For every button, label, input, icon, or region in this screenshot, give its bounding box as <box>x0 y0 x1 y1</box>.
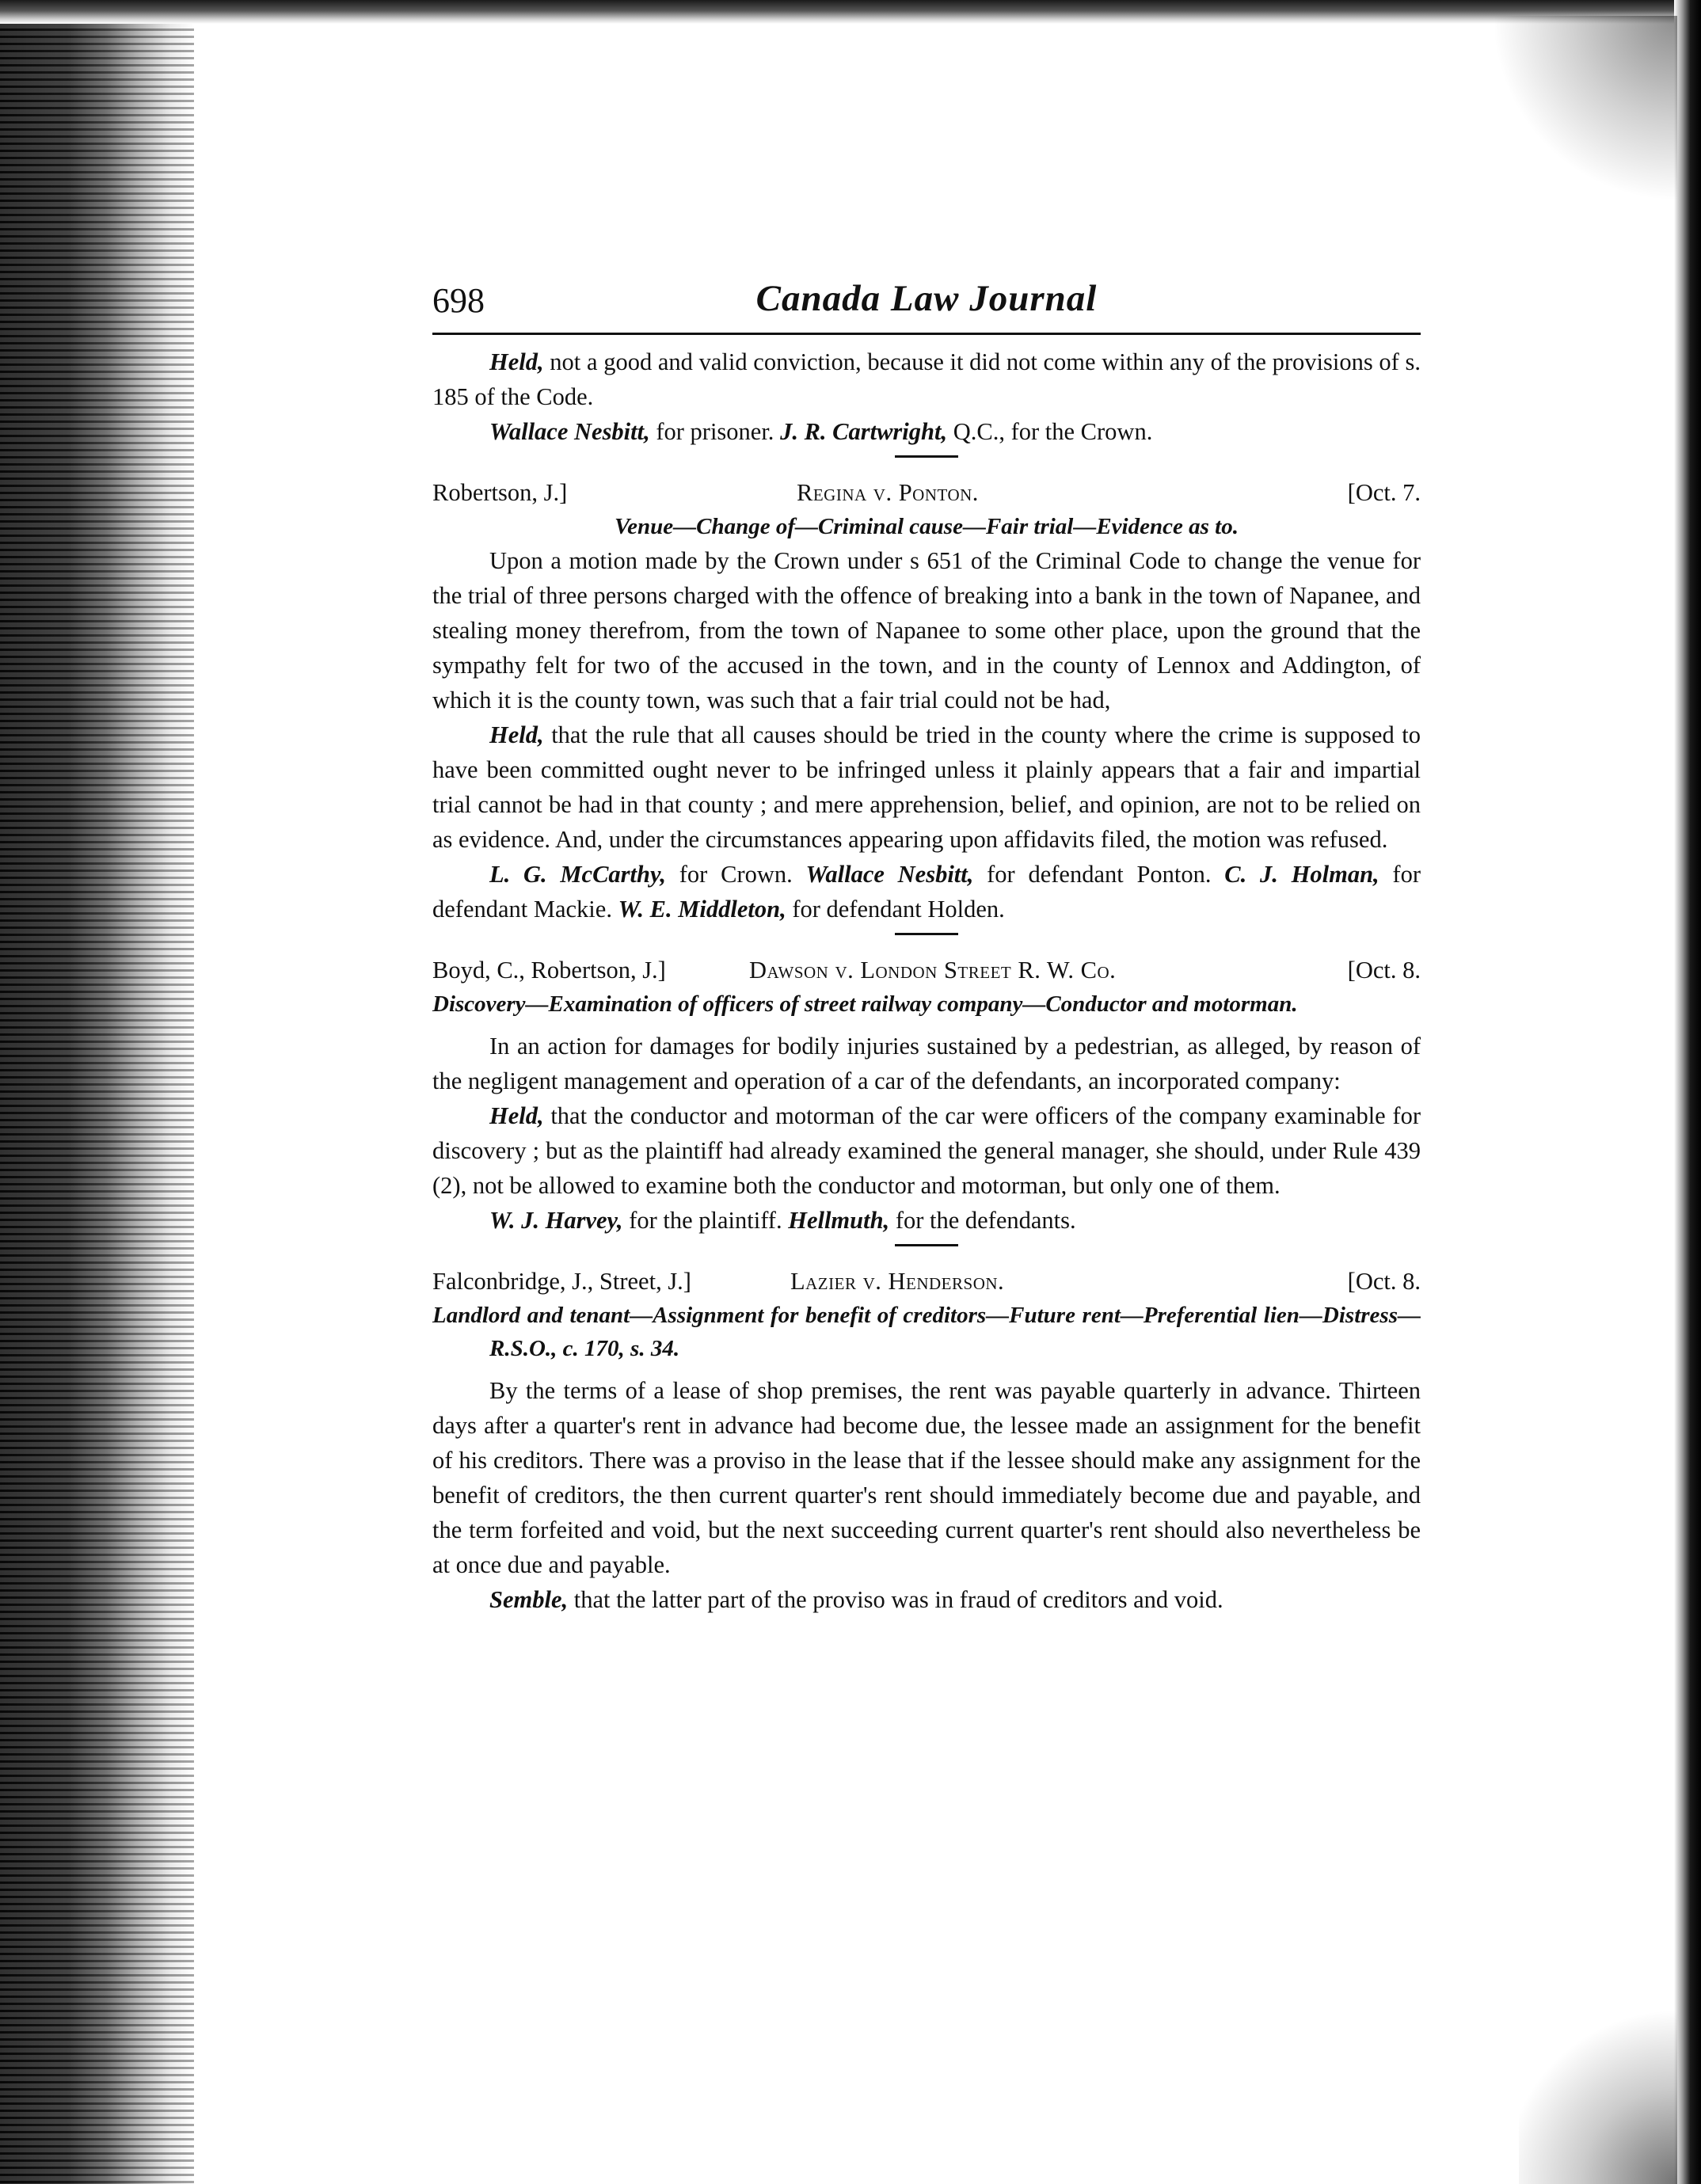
case-judge: Robertson, J.] <box>432 479 568 506</box>
case-facts: Upon a motion made by the Crown under s 651 of the Criminal Code to change the venue for the trial of three persons charged with the offence of breaking into a bank in the town of Napanee, and stealing money therefrom, from the town of Napanee to some other place, upon the ground that the sympathy felt for two of the accused in the town, and in the county of Lennox and Addington, of which it is the county town, was such that a fair trial could not be had, <box>432 547 1421 713</box>
case-dawson-v-london-street <box>432 953 1421 1238</box>
case-regina-v-ponton <box>432 475 1421 926</box>
case-facts: By the terms of a lease of shop premises, the rent was payable quarterly in advance. Thirteen days after a quarter's rent in advance had become due, the lessee made an assignment for the benefit of his creditors. There was a proviso in the lease that if the lessee should make any assignment for the benefit of creditors, the then current quarter's rent should immediately become due and payable, and the term forfeited and void, but the next succeeding current quarter's rent should also nevertheless be at once due and payable. <box>432 1377 1421 1578</box>
case-heading <box>432 1264 1421 1299</box>
journal-page <box>432 269 1421 1617</box>
case-date: [Oct. 8. <box>1347 1268 1421 1295</box>
scan-shadow-right <box>1674 0 1701 2184</box>
case-date: [Oct. 8. <box>1347 957 1421 984</box>
journal-title: Canada Law Journal <box>755 278 1098 319</box>
running-head <box>432 269 1421 335</box>
case-title: Regina v. Ponton. <box>797 479 979 506</box>
case-catchwords: Landlord and tenant—Assignment for benefit of creditors—Future rent—Preferential lien—Distress—R.S.O., c. 170, s. 34. <box>432 1303 1421 1361</box>
counsel-line: L. G. McCarthy, for Crown. Wallace Nesbitt, for defendant Ponton. C. J. Holman, for defendant Mackie. W. E. Middleton, for defendant Holden. <box>432 861 1421 923</box>
page-number: 698 <box>432 281 485 320</box>
case-judge: Boyd, C., Robertson, J.] <box>432 957 666 984</box>
case-title: Dawson v. London Street R. W. Co. <box>749 957 1117 984</box>
held-paragraph: Held, that the conductor and motorman of the car were officers of the company examinable for discovery ; but as the plaintiff had already examined the general manager, she should, under Rule 439 (2), not be allowed to examine both the conductor and motorman, but only one of them. <box>432 1102 1421 1199</box>
case-lazier-v-henderson <box>432 1264 1421 1617</box>
scan-shadow-top <box>0 0 1701 24</box>
previous-case-conclusion <box>432 344 1421 449</box>
counsel-line: W. J. Harvey, for the plaintiff. Hellmuth, for the defendants. <box>489 1207 1076 1234</box>
scan-corner-top-right <box>1495 16 1677 206</box>
case-catchwords: Venue—Change of—Criminal cause—Fair trial—Evidence as to. <box>615 514 1239 539</box>
semble-paragraph: Semble, that the latter part of the proviso was in fraud of creditors and void. <box>489 1586 1223 1613</box>
section-divider <box>895 455 958 458</box>
case-title: Lazier v. Henderson. <box>790 1268 1005 1295</box>
case-catchwords: Discovery—Examination of officers of street railway company—Conductor and motorman. <box>432 991 1298 1017</box>
counsel-line: Wallace Nesbitt, for prisoner. J. R. Cartwright, Q.C., for the Crown. <box>489 418 1153 445</box>
case-judge: Falconbridge, J., Street, J.] <box>432 1268 691 1295</box>
case-date: [Oct. 7. <box>1347 479 1421 506</box>
section-divider <box>895 933 958 935</box>
held-paragraph: Held, not a good and valid conviction, because it did not come within any of the provisions of s. 185 of the Code. <box>432 348 1421 410</box>
scan-corner-bottom-right <box>1519 2002 1677 2184</box>
case-facts: In an action for damages for bodily injuries sustained by a pedestrian, as alleged, by reason of the negligent management and operation of a car of the defendants, an incorporated company: <box>432 1033 1421 1094</box>
case-heading <box>432 475 1421 510</box>
held-paragraph: Held, that the rule that all causes should be tried in the county where the crime is supposed to have been committed ought never to be infringed unless it plainly appears that a fair and impartial trial cannot be had in that county ; and mere apprehension, belief, and opinion, are not to be relied on as evidence. And, under the circumstances appearing upon affidavits filed, the motion was refused. <box>432 721 1421 853</box>
section-divider <box>895 1244 958 1246</box>
case-heading <box>432 953 1421 987</box>
scan-shadow-left <box>0 0 194 2184</box>
